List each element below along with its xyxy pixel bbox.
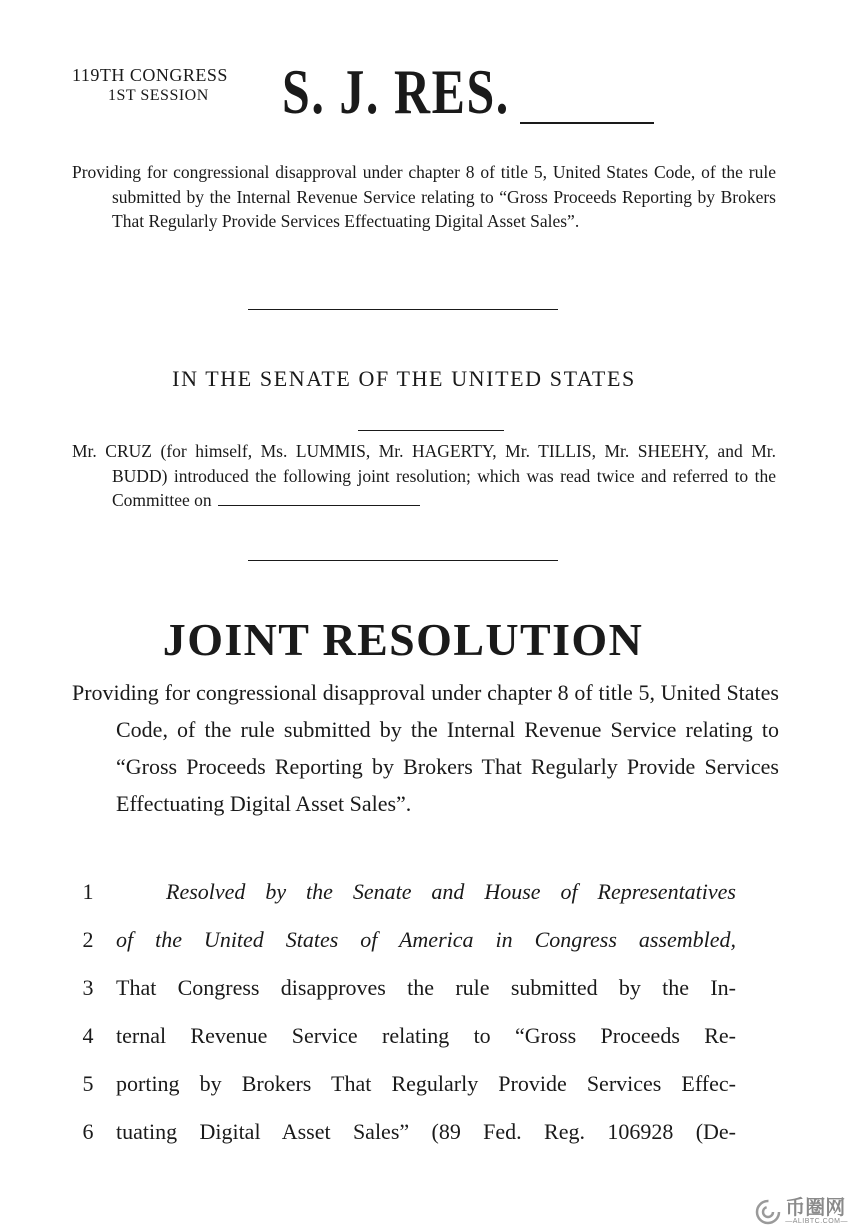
line-number: 1 bbox=[82, 879, 94, 904]
watermark-name: 币圈网 bbox=[785, 1197, 846, 1219]
line-text: Resolved by the Senate and House of Representatives bbox=[166, 879, 736, 904]
document-type: JOINT RESOLUTION bbox=[162, 614, 644, 665]
line-text: of the United States of America in Congress assembled, bbox=[116, 927, 736, 952]
numbered-line bbox=[72, 1023, 736, 1071]
numbered-line bbox=[72, 927, 736, 975]
line-text: ternal Revenue Service relating to “Gross Proceeds Re- bbox=[116, 1023, 736, 1048]
line-text: porting by Brokers That Regularly Provide Services Effec- bbox=[116, 1071, 736, 1096]
congress-session-block bbox=[72, 64, 262, 106]
line-number: 3 bbox=[82, 975, 94, 1000]
sponsors-text: Mr. CRUZ (for himself, Ms. LUMMIS, Mr. HAGERTY, Mr. TILLIS, Mr. SHEEHY, and Mr. BUDD) introduced the following joint resolution; which was read twice and referred to the Committee on bbox=[72, 441, 776, 510]
numbered-line bbox=[72, 1119, 736, 1167]
watermark-text bbox=[785, 1198, 848, 1225]
line-number: 5 bbox=[82, 1071, 94, 1096]
measure-number-blank bbox=[520, 122, 654, 124]
watermark-url: —ALIBTC.COM— bbox=[785, 1218, 848, 1225]
congress-number: 119TH CONGRESS bbox=[72, 65, 228, 85]
long-title: Providing for congressional disapproval under chapter 8 of title 5, United States Code, of the rule submitted by the Internal Revenue Service relating to “Gross Proceeds Reporting by Brokers That Regularly Provide Services Effectuating Digital Asset Sales”. bbox=[72, 680, 779, 816]
line-number: 6 bbox=[82, 1119, 94, 1144]
numbered-line bbox=[72, 1071, 736, 1119]
line-text: That Congress disapproves the rule submitted by the In- bbox=[116, 975, 736, 1000]
sponsors-statement bbox=[72, 439, 776, 513]
divider-rule bbox=[248, 560, 558, 561]
line-number: 2 bbox=[82, 927, 94, 952]
session-number: 1ST SESSION bbox=[108, 87, 209, 104]
chamber-heading: IN THE SENATE OF THE UNITED STATES bbox=[172, 366, 636, 391]
watermark bbox=[755, 1198, 848, 1225]
divider-rule bbox=[248, 309, 558, 310]
line-number: 4 bbox=[82, 1023, 94, 1048]
committee-blank bbox=[218, 504, 420, 506]
swirl-logo-icon bbox=[755, 1199, 781, 1225]
divider-rule-short bbox=[358, 430, 504, 431]
numbered-line bbox=[72, 975, 736, 1023]
line-text: tuating Digital Asset Sales” (89 Fed. Reg. 106928 (De- bbox=[116, 1119, 736, 1144]
measure-type: S. J. RES. bbox=[282, 56, 510, 127]
numbered-line bbox=[72, 879, 736, 927]
short-title: Providing for congressional disapproval under chapter 8 of title 5, United States Code, of the rule submitted by the Internal Revenue Service relating to “Gross Proceeds Reporting by Brokers That Regularly Provide Services Effectuating Digital Asset Sales”. bbox=[72, 162, 776, 231]
